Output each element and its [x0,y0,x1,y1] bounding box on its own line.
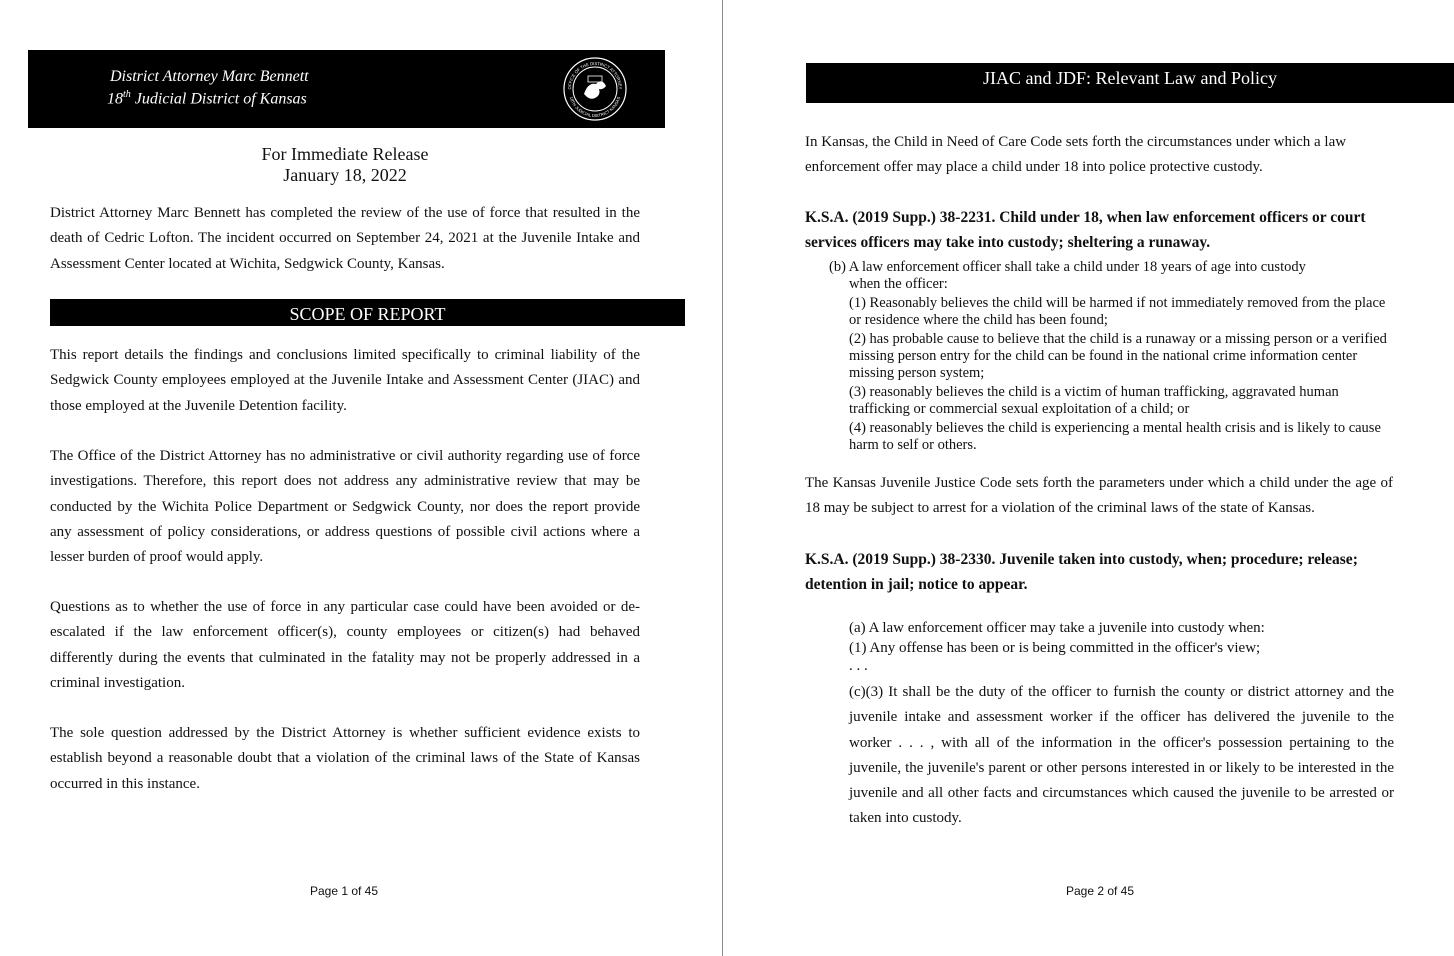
statute-quote-a: (a) A law enforcement officer may take a juvenile into custody when: [849,620,1265,636]
statute-quote-lead-cont: when the officer: [849,276,948,292]
statute-quote-lead: (b) A law enforcement officer shall take a child under 18 years of age into custody [829,259,1306,275]
juvenile-code-paragraph: The Kansas Juvenile Justice Code sets forth the parameters under which a child under the age of 18 may be subject to arrest for a violation of the criminal laws of the state of Kansas. [805,475,1393,517]
letterhead-banner [28,50,665,128]
scope-paragraph-3: Questions as to whether the use of force in any particular case could have been avoided or de-escalated if the law enforcement officer(s), county employees or citizen(s) had behaved differently during the events that culminated in the fatality may not be properly addressed in a criminal investigation. [50,599,640,691]
page-divider [722,0,723,956]
letterhead-district: 18th Judicial District of Kansas [107,89,307,108]
scope-heading: SCOPE OF REPORT [50,299,685,326]
statute-quote-item: (3) reasonably believes the child is a victim of human trafficking, aggravated human trafficking or commercial sexual exploitation of a child; or [849,384,1339,417]
statute-quote-item: (1) Reasonably believes the child will be harmed if not immediately removed from the place or residence where the child has been found; [849,295,1386,328]
intro-paragraph: In Kansas, the Child in Need of Care Code sets forth the circumstances under which a law enforcement offer may place a child under 18 into police protective custody. [805,134,1347,176]
intro-paragraph: District Attorney Marc Bennett has completed the review of the use of force that resulted in the death of Cedric Lofton. The incident occurred on September 24, 2021 at the Juvenile Intake and Assessment Center located at Wichita, Sedgwick County, Kansas. [50,205,640,272]
statute-heading-38-2231: K.S.A. (2019 Supp.) 38-2231. Child under 18, when law enforcement officers or court services officers may take into custody; sheltering a runaway. [805,209,1366,252]
svg-text:OFFICE OF THE DISTRICT ATTORNE: OFFICE OF THE DISTRICT ATTORNEY [566,60,624,90]
svg-text:18TH JUDICIAL DISTRICT KANSAS: 18TH JUDICIAL DISTRICT KANSAS [568,96,622,119]
statute-quote-a1: (1) Any offense has been or is being committed in the officer's view; [849,640,1261,656]
scope-paragraph-1: This report details the findings and conclusions limited specifically to criminal liability of the Sedgwick County employees employed at the Juvenile Intake and Assessment Center (JIAC) and those employed at the Juvenile Detention facility. [50,347,640,414]
statute-quote-item: (2) has probable cause to believe that the child is a runaway or a missing person or a verified missing person entry for the child can be found in the national crime information center missing person system; [849,331,1387,381]
page-number: Page 2 of 45 [1065,884,1135,898]
scope-paragraph-2: The Office of the District Attorney has no administrative or civil authority regarding use of force investigations. Therefore, this report does not address any administrative review that may be conducted by the Wichita Police Department or Sedgwick County, nor does the report provide any assessment of policy considerations, or address questions of possible civil actions where a lesser burden of proof would apply. [50,448,640,566]
scope-paragraph-4: The sole question addressed by the District Attorney is whether sufficient evidence exists to establish beyond a reasonable doubt that a violation of the criminal laws of the State of Kansas occurred in this instance. [50,725,640,792]
release-label: For Immediate Release [261,144,429,164]
document-page-2 [724,0,1454,956]
statute-quote-ellipsis: . . . [849,658,868,674]
page-number: Page 1 of 45 [309,884,379,898]
statute-quote-item: (4) reasonably believes the child is experiencing a mental health crisis and is likely to cause harm to self or others. [849,420,1381,453]
statute-quote-c3: (c)(3) It shall be the duty of the officer to furnish the county or district attorney and the juvenile intake and assessment worker if the officer has delivered the juvenile to the worker . . . , with all of the information in the officer's possession pertaining to the juvenile, the juvenile's parent or other persons interested in or likely to be interested in the juvenile and all other facts and circumstances which caused the juvenile to be arrested or taken into custody. [849,684,1394,827]
letterhead-name: District Attorney Marc Bennett [110,68,309,85]
release-date: January 18, 2022 [283,165,407,185]
district-attorney-seal-icon [562,56,628,122]
document-page-1 [0,0,722,956]
section-heading: JIAC and JDF: Relevant Law and Policy [806,63,1454,103]
statute-heading-38-2330: K.S.A. (2019 Supp.) 38-2330. Juvenile taken into custody, when; procedure; release; detention in jail; notice to appear. [805,551,1358,594]
